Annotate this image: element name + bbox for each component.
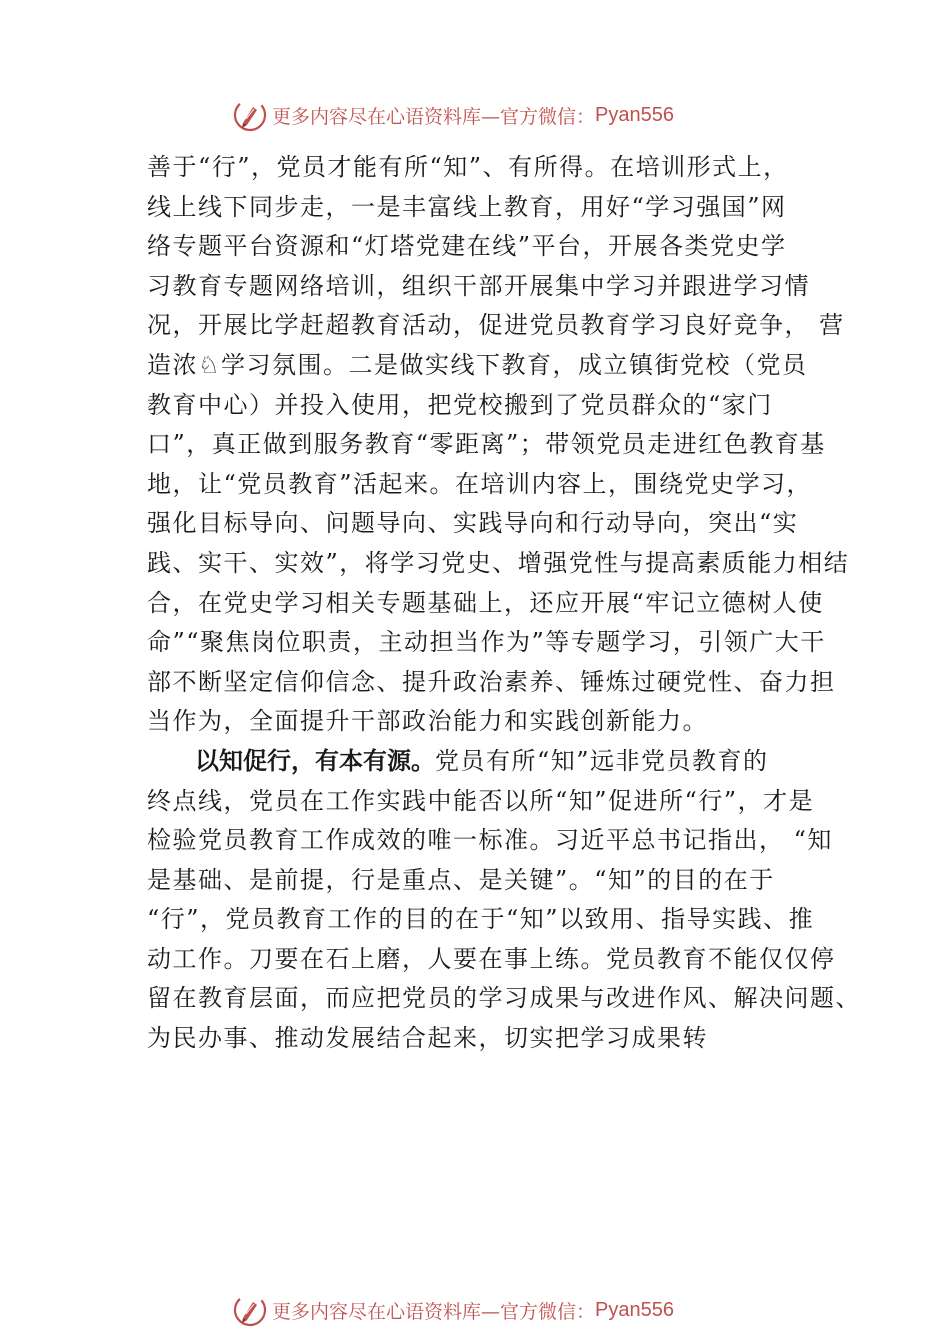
text-line: 地，让“党员教育”活起来。在培训内容上，围绕党史学习，: [147, 469, 813, 498]
text-line: 检验党员教育工作成效的唯一标准。习近平总书记指出， “知: [147, 826, 833, 855]
pen-nib-circle-icon: [232, 97, 268, 133]
text-line: 况，开展比学赶超教育活动，促进党员教育学习良好竞争， 营: [147, 311, 845, 340]
text-line: 动工作。刀要在石上磨，人要在事上练。党员教育不能仅仅停: [147, 944, 836, 973]
banner-text: 更多内容尽在心语资料库—官方微信：: [272, 1300, 596, 1323]
paragraph-text: 党员有所“知”远非党员教育的: [435, 746, 769, 775]
text-line: 留在教育层面，而应把党员的学习成果与改进作风、解决问题、: [147, 984, 861, 1013]
text-line: 终点线，党员在工作实践中能否以所“知”促进所“行”，才是: [147, 786, 815, 815]
text-line: “行”，党员教育工作的目的在于“知”以致用、指导实践、推: [147, 905, 815, 934]
text-line: 是基础、是前提，行是重点、是关键”。“知”的目的在于: [147, 865, 775, 894]
text-line: 习教育专题网络培训，组织干部开展集中学习并跟进学习情: [147, 271, 810, 300]
pen-nib-circle-icon: [232, 1292, 268, 1328]
text-line: 命”“聚焦岗位职责，主动担当作为”等专题学习，引领广大干: [147, 628, 826, 657]
text-line: 教育中心）并投入使用，把党校搬到了党员群众的“家门: [147, 390, 773, 419]
text-line: 部不断坚定信仰信念、提升政治素养、锤炼过硬党性、奋力担: [147, 667, 836, 696]
footer-watermark-banner: [232, 1290, 674, 1330]
text-line: 合，在党史学习相关专题基础上，还应开展“牢记立德树人使: [147, 588, 824, 617]
text-line: 善于“行”，党员才能有所“知”、有所得。在培训形式上，: [147, 153, 789, 181]
banner-wechat-id: Pyan556: [595, 103, 674, 126]
text-line: 造浓♘学习氛围。二是做实线下教育，成立镇街党校（党员: [147, 350, 808, 379]
banner-wechat-id: Pyan556: [595, 1298, 674, 1321]
text-line: 践、实干、实效”，将学习党史、增强党性与提高素质能力相结: [147, 548, 850, 577]
banner-text: 更多内容尽在心语资料库—官方微信：: [272, 105, 596, 128]
text-line: 线上线下同步走，一是丰富线上教育，用好“学习强国”网: [147, 192, 787, 221]
document-body: [147, 148, 861, 1059]
text-line: 络专题平台资源和“灯塔党建在线”平台，开展各类党史学: [147, 232, 787, 261]
text-line: 为民办事、推动发展结合起来，切实把学习成果转: [147, 1024, 708, 1053]
text-line: 口”，真正做到服务教育“零距离”；带领党员走进红色教育基: [147, 430, 826, 459]
paragraph-heading: 以知促行，有本有源。: [195, 746, 435, 775]
paragraph-2-first-line: [147, 742, 837, 782]
header-watermark-banner: [232, 95, 674, 135]
text-line: 强化目标导向、问题导向、实践导向和行动导向，突出“实: [147, 509, 799, 538]
text-line: 当作为，全面提升干部政治能力和实践创新能力。: [147, 707, 708, 736]
